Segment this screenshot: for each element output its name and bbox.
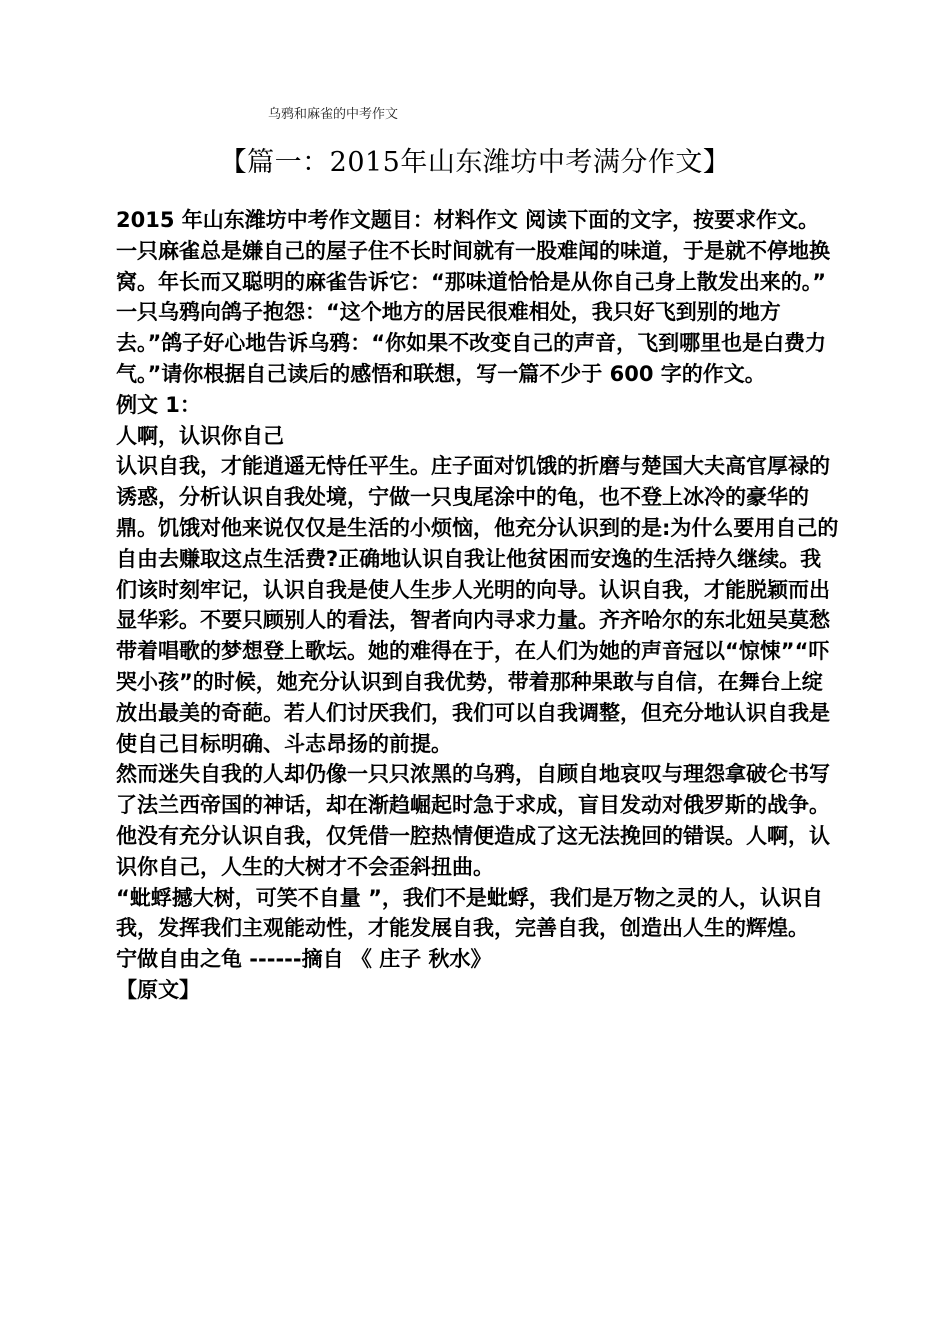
paragraph-example-label: 例文 1： xyxy=(116,392,201,417)
paragraph-prompt-intro: 2015 年山东潍坊中考作文题目：材料作文 阅读下面的文字，按要求作文。 xyxy=(116,208,820,232)
document-title: 【篇一：2015年山东潍坊中考满分作文】 xyxy=(219,147,731,178)
paragraph-excerpt-source: 宁做自由之龟 ------摘自 《 庄子 秋水》 xyxy=(116,947,492,972)
paragraph-essay-body-1: 认识自我，才能逍遥无恃任平生。庄子面对饥饿的折磨与楚国大夫高官厚禄的诱惑，分析认识自我处境，宁做一只曳尾涂中的龟，也不登上冰冷的豪华的鼎。饥饿对他来说仅仅是生活的小烦恼，他充分认识到的是:为什么要用自己的自由去赚取这点生活费?正确地认识自我让他贫困而安逸的生活持久继续。我们该时刻牢记，认识自我是使人生步人光明的向导。认识自我，才能脱颖而出显华彩。不要只顾别人的看法，智者向内寻求力量。齐齐哈尔的东北妞吴莫愁带着唱歌的梦想登上歌坛。她的难得在于，在人们为她的声音冠以“惊悚”“吓哭小孩”的时候，她充分认识到自我优势，带着那种果敢与自信，在舞台上绽放出最美的奇葩。若人们讨厌我们，我们可以自我调整，但充分地认识自我是使自己目标明确、斗志昂扬的前提。 xyxy=(116,454,839,756)
header-note: 乌鸦和麻雀的中考作文 xyxy=(268,107,399,122)
paragraph-sparrow-story: 一只麻雀总是嫌自己的屋子住不长时间就有一股难闻的味道，于是就不停地换窝。年长而又聪明的麻雀告诉它：“那味道恰恰是从你自己身上散发出来的。” xyxy=(116,238,830,294)
paragraph-essay-conclusion: “蚍蜉撼大树，可笑不自量 ”，我们不是蚍蜉，我们是万物之灵的人，认识自我，发挥我们主观能动性，才能发展自我，完善自我，创造出人生的辉煌。 xyxy=(116,885,823,941)
document-body xyxy=(116,205,840,1006)
paragraph-essay-title: 人啊，认识你自己 xyxy=(116,423,284,448)
paragraph-crow-story: 一只乌鸦向鸽子抱怨：“这个地方的居民很难相处，我只好飞到别的地方去。”鸽子好心地告诉乌鸦：“你如果不改变自己的声音，飞到哪里也是白费力气。”请你根据自己读后的感悟和联想，写一篇不少于 600 字的作文。 xyxy=(116,300,827,386)
paragraph-original-heading: 【原文】 xyxy=(116,977,200,1002)
paragraph-essay-body-2: 然而迷失自我的人却仍像一只只浓黑的乌鸦，自顾自地哀叹与理怨拿破仑书写了法兰西帝国的神话，却在渐趋崛起时急于求成，盲目发动对俄罗斯的战争。他没有充分认识自我，仅凭借一腔热情便造成了这无法挽回的错误。人啊，认识你自己，人生的大树才不会歪斜扭曲。 xyxy=(116,762,830,879)
